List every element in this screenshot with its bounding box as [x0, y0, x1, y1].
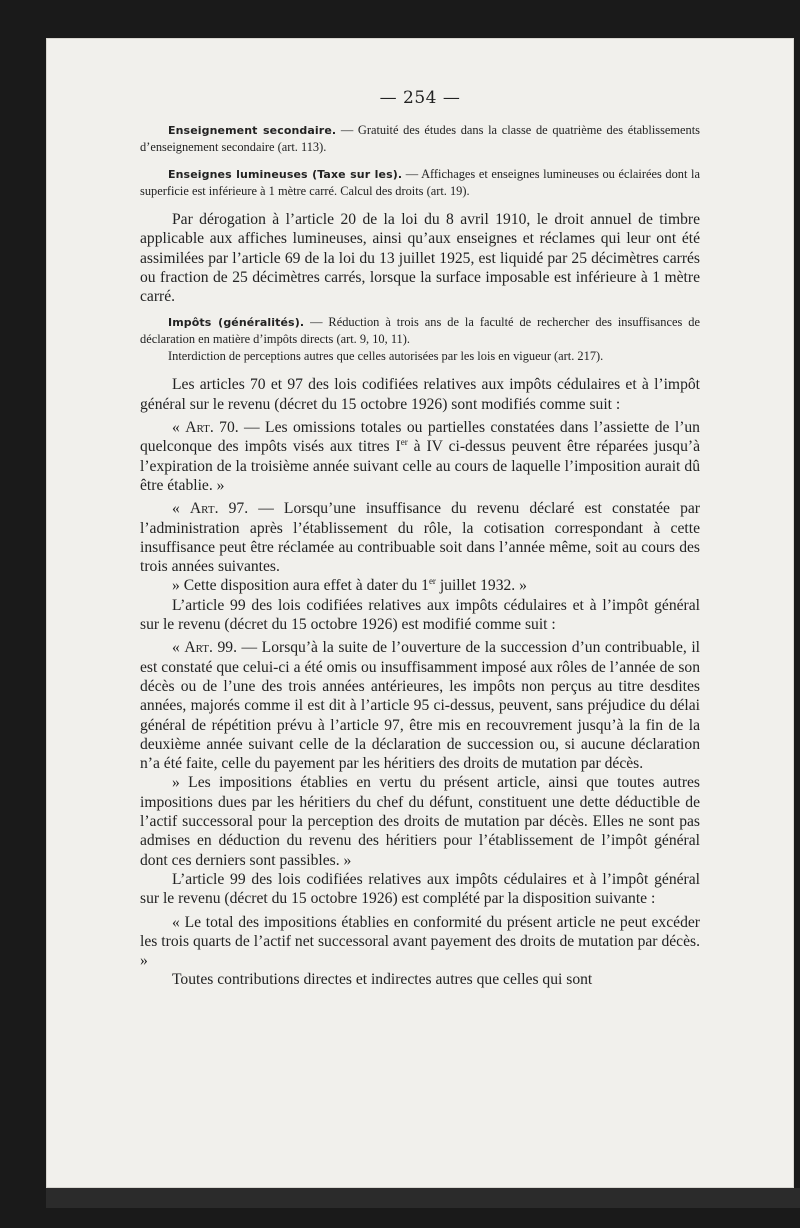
paragraph-total-impositions: « Le total des impositions établies en conformité du présent article ne peut excéder les trois quarts de l’actif net successoral avant payement des droits de mutation par décès. »: [140, 913, 700, 970]
page-number: — 254 —: [379, 88, 461, 108]
paragraph-disposition: [140, 576, 700, 595]
paragraph-intro-99: L’article 99 des lois codifiées relatives aux impôts cédulaires et à l’impôt général sur le revenu (décret du 15 octobre 1926) est modifié comme suit :: [140, 596, 700, 634]
page-content: [140, 88, 700, 990]
note-text: — Gratuité des études dans la classe de quatrième des établissements d’enseignement secondaire (art. 113).: [140, 123, 700, 154]
note-enseignement: [140, 122, 700, 156]
page-bottom-edge: [46, 1188, 800, 1208]
article-text: — Lorsqu’une insuffisance du revenu déclaré est constatée par l’administration après l’établissement du rôle, la cotisation correspondant à cette insuffisance peut être réclamée au contribuable soit dans l’année même, soit au cours des trois années suivantes.: [140, 500, 700, 576]
quote-open: «: [172, 639, 185, 657]
article-97: [140, 499, 700, 576]
note-text: — Affichages et enseignes lumineuses ou éclairées dont la superficie est inférieure à 1 mètre carré. Calcul des droits (art. 19).: [140, 167, 700, 198]
quote-open: «: [172, 419, 186, 437]
note-enseignes: [140, 166, 700, 200]
text: juillet 1932. »: [435, 577, 527, 595]
quote-open: «: [172, 500, 190, 518]
paragraph-intro-70-97: Les articles 70 et 97 des lois codifiées relatives aux impôts cédulaires et à l’impôt général sur le revenu (décret du 15 octobre 1926) sont modifiés comme suit :: [140, 376, 700, 413]
superscript: er: [400, 437, 408, 448]
paragraph-complement-99: L’article 99 des lois codifiées relatives aux impôts cédulaires et à l’impôt général sur le revenu (décret du 15 octobre 1926) est complété par la disposition suivante :: [140, 870, 700, 908]
article-text: — Lorsqu’à la suite de l’ouverture de la succession d’un contribuable, il est constaté que celui-ci a été omis ou insuffisamment imposé aux rôles de l’année de son décès ou de l’une des trois années antérieures, les impôts non perçus au titre desdites années, majorés comme il est dit à l’article 95 ci-dessus, peuvent, sans préjudice du délai général de répétition prévu à l’article 97, être mis en recouvrement jusqu’à la fin de la deuxième année suivant celle de la déclaration de succession ou, si aucune déclaration n’a été faite, celle du payement par les héritiers des droits de mutation par décès.: [140, 639, 700, 773]
note-keyword: Impôts (généralités).: [168, 316, 305, 330]
article-text: à IV ci-dessus peuvent être réparées jusqu’à l’expiration de la troisième année suivant celle au cours de laquelle l’imposition aurait dû être établie. »: [140, 438, 700, 494]
article-label: Art. 97.: [189, 500, 249, 518]
superscript: er: [428, 576, 436, 587]
note-text: Interdiction de perceptions autres que celles autorisées par les lois en vigueur (art. 217).: [168, 349, 604, 364]
paragraph-contributions: Toutes contributions directes et indirectes autres que celles qui sont: [172, 971, 593, 989]
article-text: — Les omissions totales ou partielles constatées dans l’assiette de l’un quelconque des impôts visés aux titres I: [140, 419, 700, 456]
note-interdiction: [140, 348, 700, 365]
note-impots: [140, 314, 700, 348]
note-keyword: Enseignement secondaire.: [168, 124, 337, 137]
article-label: Art. 99.: [184, 639, 237, 657]
note-text: — Réduction à trois ans de la faculté de rechercher des insuffisances de déclaration en matière d’impôts directs (art. 9, 10, 11).: [140, 315, 700, 347]
paragraph-impositions: » Les impositions établies en vertu du présent article, ainsi que toutes autres impositions dues par les héritiers du chef du défunt, constituent une dette déductible de l’actif successoral pour la perception des droits de mutation par décès. Elles ne sont pas admises en déduction du revenu des héritiers pour l’établissement de l’impôt général dont ces derniers sont passibles. »: [140, 774, 700, 869]
article-70: [140, 418, 700, 495]
article-label: Art. 70.: [185, 419, 239, 437]
text: » Cette disposition aura effet à dater du 1: [172, 577, 429, 595]
paragraph-enseignes: Par dérogation à l’article 20 de la loi du 8 avril 1910, le droit annuel de timbre applicable aux affiches lumineuses, ainsi qu’aux enseignes et réclames qui leur ont été assimilées par l’article 69 de la loi du 13 juillet 1925, est liquidé par 25 décimètres carrés ou fraction de 25 décimètres carrés, lorsque la surface imposable est inférieure à 1 mètre carré.: [140, 211, 700, 306]
note-keyword: Enseignes lumineuses (Taxe sur les).: [168, 168, 403, 181]
article-99: [140, 638, 700, 773]
